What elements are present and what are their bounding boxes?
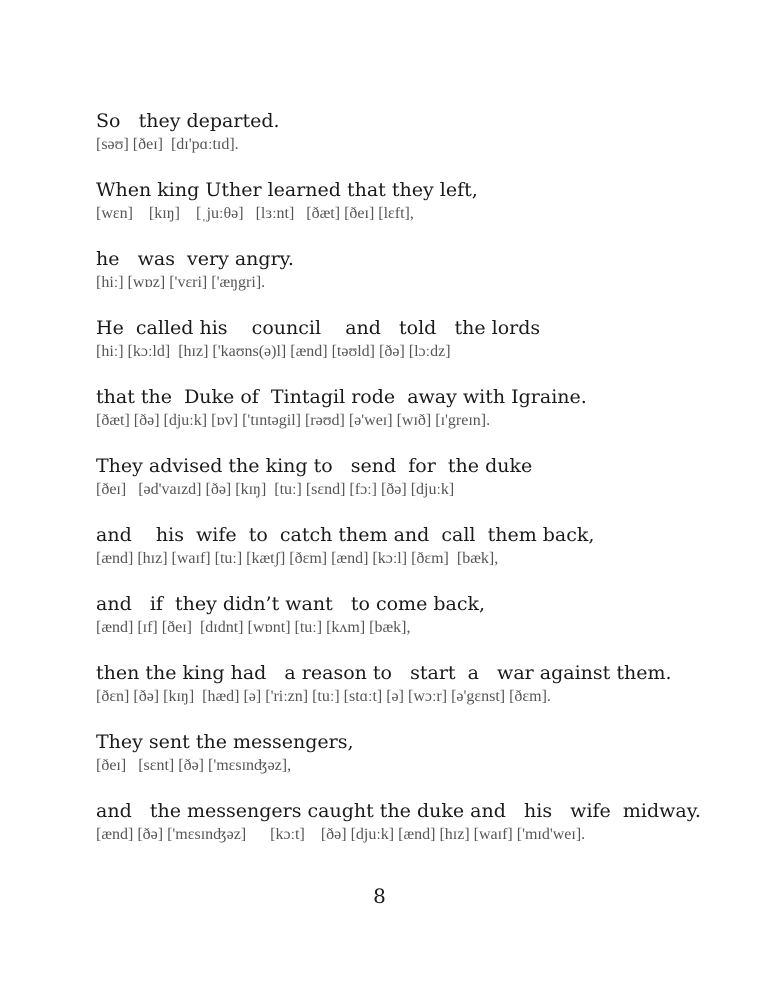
text-block	[96, 108, 716, 867]
line-pair-10	[96, 729, 716, 798]
ipa-transcription: [ðeɪ] [əd'vaɪzd] [ðə] [kɪŋ] [tuː] [sɛnd] [fɔː] [ðə] [djuːk]	[96, 481, 455, 498]
sentence-line: and the messengers caught the duke and his wife midway.	[96, 800, 701, 822]
sentence-line: and his wife to catch them and call them back,	[96, 524, 595, 546]
ipa-transcription: [ænd] [hɪz] [waɪf] [tuː] [kætʃ] [ðɛm] [ænd] [kɔːl] [ðɛm] [bæk],	[96, 550, 499, 567]
line-pair-6	[96, 453, 716, 522]
ipa-transcription: [wɛn] [kɪŋ] [ˌjuːθə] [lɜːnt] [ðæt] [ðeɪ] [lɛft],	[96, 205, 414, 222]
line-pair-9	[96, 660, 716, 729]
sentence-line: then the king had a reason to start a war against them.	[96, 662, 672, 684]
ipa-transcription: [ænd] [ðə] ['mɛsɪnʤəz] [kɔːt] [ðə] [djuːk] [ænd] [hɪz] [waɪf] ['mɪd'weɪ].	[96, 826, 586, 843]
sentence-line: and if they didn’t want to come back,	[96, 593, 486, 615]
line-pair-4	[96, 315, 716, 384]
line-pair-11	[96, 798, 716, 867]
line-pair-8	[96, 591, 716, 660]
line-pair-3	[96, 246, 716, 315]
line-pair-7	[96, 522, 716, 591]
sentence-line: He called his council and told the lords	[96, 317, 541, 339]
sentence-line: They sent the messengers,	[96, 731, 354, 753]
ipa-transcription: [hiː] [kɔːld] [hɪz] ['kaʊns(ə)l] [ænd] [təʊld] [ðə] [lɔːdz]	[96, 343, 451, 360]
sentence-line: that the Duke of Tintagil rode away with Igraine.	[96, 386, 587, 408]
ipa-transcription: [ðeɪ] [sɛnt] [ðə] ['mɛsɪnʤəz],	[96, 757, 292, 774]
sentence-line: They advised the king to send for the duke	[96, 455, 533, 477]
ipa-transcription: [hiː] [wɒz] ['vɛri] ['æŋgri].	[96, 274, 266, 291]
ipa-transcription: [səʊ] [ðeɪ] [dɪ'pɑːtɪd].	[96, 136, 239, 153]
sentence-line: When king Uther learned that they left,	[96, 179, 478, 201]
line-pair-2	[96, 177, 716, 246]
ipa-transcription: [ðɛn] [ðə] [kɪŋ] [hæd] [ə] ['riːzn] [tuː] [stɑːt] [ə] [wɔːr] [ə'gɛnst] [ðɛm].	[96, 688, 551, 705]
line-pair-5	[96, 384, 716, 453]
page-number: 8	[373, 884, 386, 908]
ipa-transcription: [ænd] [ɪf] [ðeɪ] [dɪdnt] [wɒnt] [tuː] [kʌm] [bæk],	[96, 619, 411, 636]
line-pair-1	[96, 108, 716, 177]
sentence-line: he was very angry.	[96, 248, 294, 270]
ipa-transcription: [ðæt] [ðə] [djuːk] [ɒv] ['tɪntəgil] [rəʊd] [ə'weɪ] [wɪð] [ɪ'greɪn].	[96, 412, 491, 429]
sentence-line: So they departed.	[96, 110, 280, 132]
